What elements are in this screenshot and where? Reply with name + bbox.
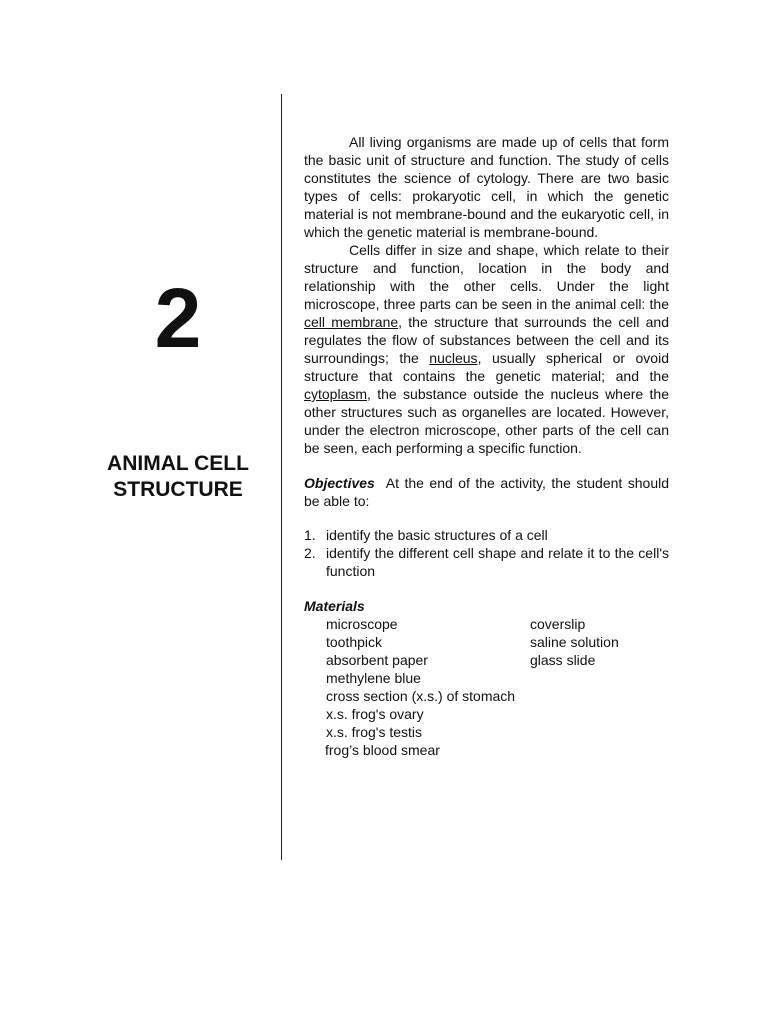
- materials-heading: Materials: [304, 598, 365, 614]
- p2-text-c: , usually spherical or ovoid structure that contains the genetic material; and the: [304, 350, 669, 384]
- material-item: saline solution: [530, 634, 619, 650]
- objective-item: [304, 544, 669, 580]
- objectives-text: At the end of the activity, the student should be able to:: [304, 475, 669, 509]
- intro-paragraph-2: [304, 241, 669, 457]
- objective-number: 1.: [304, 527, 316, 543]
- materials-column-1: [326, 615, 536, 759]
- materials-column-2: [530, 615, 670, 669]
- material-item: coverslip: [530, 616, 586, 632]
- term-cytoplasm: cytoplasm: [304, 386, 368, 402]
- term-nucleus: nucleus: [429, 350, 478, 366]
- material-item: methylene blue: [326, 670, 421, 686]
- chapter-title-line-2: STRUCTURE: [113, 478, 243, 501]
- p2-text-a: Cells differ in size and shape, which relate to their structure and function, location in the body and relationship with the other cells. Under the light microscope, three parts can be seen in the animal cell: the: [304, 242, 669, 312]
- material-item: toothpick: [326, 634, 383, 650]
- material-item: glass slide: [530, 652, 596, 668]
- material-item: frog’s blood smear: [325, 742, 440, 758]
- chapter-title-line-1: ANIMAL CELL: [107, 452, 249, 475]
- p2-text-d: , the substance outside the nucleus where the other structures such as organelles are located. However, under the electron microscope, other parts of the cell can be seen, each performing a specific function.: [304, 386, 669, 456]
- material-item: absorbent paper: [326, 652, 428, 668]
- objectives-paragraph: [304, 474, 669, 510]
- material-item: x.s. frog's ovary: [326, 706, 424, 722]
- intro-paragraph-1: All living organisms are made up of cells that form the basic unit of structure and function. The study of cells constitutes the science of cytology. There are two basic types of cells: prokaryotic cell, in which the genetic material is not membrane-bound and the eukaryotic cell, in which the genetic material is membrane-bound.: [304, 134, 669, 240]
- objective-number: 2.: [304, 545, 316, 561]
- objective-item: [304, 526, 669, 544]
- material-item: x.s. frog's testis: [326, 724, 423, 740]
- chapter-title: [78, 451, 278, 503]
- materials-list: [326, 615, 669, 759]
- chapter-number: 2: [154, 271, 202, 365]
- material-item: microscope: [326, 616, 398, 632]
- objectives-list: [304, 526, 669, 580]
- objective-text: identify the basic structures of a cell: [326, 527, 548, 543]
- main-content: [304, 133, 669, 759]
- term-cell-membrane: cell membrane: [304, 314, 399, 330]
- vertical-divider: [281, 94, 282, 860]
- material-item: cross section (x.s.) of stomach: [326, 688, 516, 704]
- objective-text: identify the different cell shape and relate it to the cell's function: [326, 545, 669, 579]
- objectives-label: Objectives: [304, 475, 375, 491]
- p2-text-b: , the structure that surrounds the cell and regulates the flow of substances between the cell and its surroundings; the: [304, 314, 669, 366]
